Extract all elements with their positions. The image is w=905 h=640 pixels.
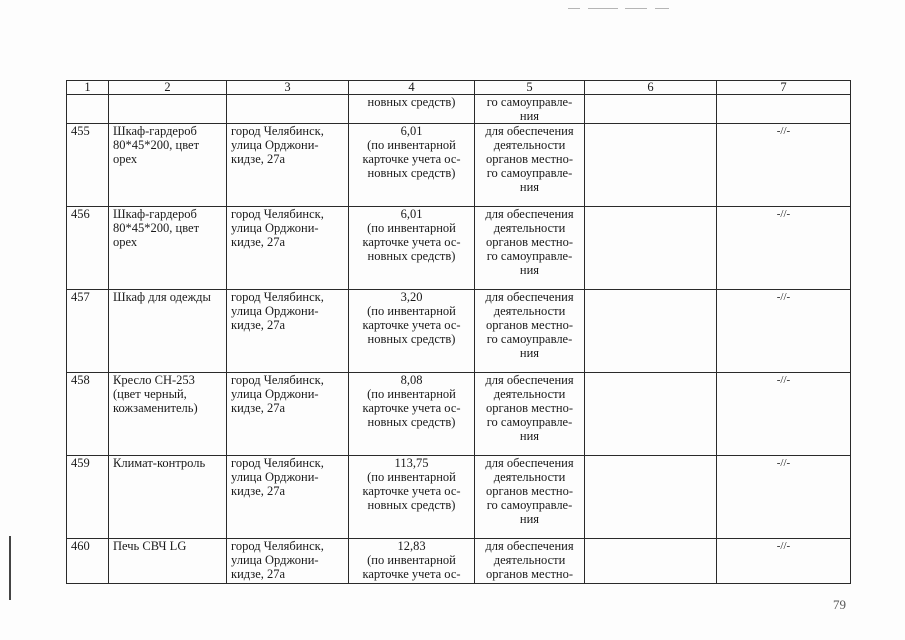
cell-col6 bbox=[585, 456, 717, 539]
cell-line: карточке учета ос- bbox=[362, 235, 461, 249]
cell-line: деятельности bbox=[493, 138, 566, 152]
cell-line: кидзе, 27а bbox=[231, 567, 286, 581]
cell-line: улица Орджони- bbox=[231, 387, 319, 401]
cell-line: кидзе, 27а bbox=[231, 401, 286, 415]
continuation-row bbox=[67, 95, 851, 124]
cell-col7: -//- bbox=[717, 539, 851, 584]
cell-line: го самоуправле- bbox=[486, 498, 573, 512]
cell-address bbox=[227, 456, 349, 539]
cell-line: го самоуправле- bbox=[486, 95, 573, 109]
cell-line: (по инвентарной bbox=[367, 221, 456, 235]
cell-line: ния bbox=[519, 346, 540, 360]
cell-line: карточке учета ос- bbox=[362, 318, 461, 332]
cell-line: ния bbox=[519, 180, 540, 194]
cell-purpose bbox=[475, 290, 585, 373]
cell-line: 80*45*200, цвет bbox=[113, 138, 200, 152]
cell-line: деятельности bbox=[493, 304, 566, 318]
cell-line: улица Орджони- bbox=[231, 553, 319, 567]
cell-name bbox=[109, 124, 227, 207]
cell-line: Печь СВЧ LG bbox=[113, 539, 187, 553]
cell-name bbox=[109, 95, 227, 124]
cell-line: улица Орджони- bbox=[231, 304, 319, 318]
cell-line: для обеспечения bbox=[485, 373, 574, 387]
cell-col6 bbox=[585, 207, 717, 290]
cell-line: улица Орджони- bbox=[231, 138, 319, 152]
scan-artifact bbox=[625, 8, 647, 9]
cell-line: (цвет черный, bbox=[113, 387, 187, 401]
cell-line: кидзе, 27а bbox=[231, 152, 286, 166]
cell-address bbox=[227, 290, 349, 373]
cell-name bbox=[109, 373, 227, 456]
cell-col6 bbox=[585, 124, 717, 207]
cell-col6 bbox=[585, 95, 717, 124]
cell-line: для обеспечения bbox=[485, 456, 574, 470]
cell-line: ния bbox=[519, 512, 540, 526]
cell-line: орех bbox=[113, 152, 138, 166]
cell-name bbox=[109, 207, 227, 290]
cell-line: город Челябинск, bbox=[231, 207, 324, 221]
cell-purpose bbox=[475, 124, 585, 207]
cell-line: ния bbox=[519, 263, 540, 277]
cell-line: деятельности bbox=[493, 553, 566, 567]
cell-line: Шкаф-гардероб bbox=[113, 207, 197, 221]
cell-line: 12,83 bbox=[397, 539, 426, 553]
table-row bbox=[67, 373, 851, 456]
page-number: 79 bbox=[833, 597, 846, 612]
cell-value bbox=[349, 290, 475, 373]
cell-line: 6,01 bbox=[400, 124, 423, 138]
cell-address bbox=[227, 124, 349, 207]
header-cell: 1 bbox=[67, 81, 109, 95]
cell-line: Шкаф-гардероб bbox=[113, 124, 197, 138]
cell-line: Шкаф для одежды bbox=[113, 290, 211, 304]
header-cell: 7 bbox=[717, 81, 851, 95]
cell-line: (по инвентарной bbox=[367, 387, 456, 401]
cell-line: органов местно- bbox=[485, 401, 574, 415]
cell-line: (по инвентарной bbox=[367, 304, 456, 318]
cell-line: органов местно- bbox=[485, 484, 574, 498]
cell-value bbox=[349, 207, 475, 290]
cell-line: деятельности bbox=[493, 221, 566, 235]
cell-address bbox=[227, 539, 349, 584]
cell-value bbox=[349, 124, 475, 207]
cell-name bbox=[109, 456, 227, 539]
cell-line: 8,08 bbox=[400, 373, 423, 387]
cell-line: кожзаменитель) bbox=[113, 401, 198, 415]
cell-line: город Челябинск, bbox=[231, 290, 324, 304]
cell-line: новных средств) bbox=[367, 166, 456, 180]
cell-value bbox=[349, 539, 475, 584]
cell-line: улица Орджони- bbox=[231, 470, 319, 484]
scan-artifact bbox=[588, 8, 618, 9]
cell-num: 456 bbox=[67, 207, 109, 290]
cell-line: карточке учета ос- bbox=[362, 567, 461, 581]
cell-line: для обеспечения bbox=[485, 207, 574, 221]
cell-line: органов местно- bbox=[485, 318, 574, 332]
cell-value bbox=[349, 373, 475, 456]
header-cell: 3 bbox=[227, 81, 349, 95]
cell-line: Кресло СН-253 bbox=[113, 373, 195, 387]
scan-artifact bbox=[655, 8, 669, 9]
inventory-table bbox=[66, 80, 851, 584]
cell-line: ния bbox=[519, 109, 540, 123]
cell-line: кидзе, 27а bbox=[231, 235, 286, 249]
cell-line: кидзе, 27а bbox=[231, 484, 286, 498]
header-row bbox=[67, 81, 851, 95]
table-row bbox=[67, 456, 851, 539]
cell-line: для обеспечения bbox=[485, 124, 574, 138]
cell-line: (по инвентарной bbox=[367, 138, 456, 152]
cell-line: новных средств) bbox=[367, 415, 456, 429]
cell-purpose bbox=[475, 456, 585, 539]
header-cell: 6 bbox=[585, 81, 717, 95]
cell-line: карточке учета ос- bbox=[362, 152, 461, 166]
table-row bbox=[67, 290, 851, 373]
header-cell: 2 bbox=[109, 81, 227, 95]
cell-line: новных средств) bbox=[367, 498, 456, 512]
cell-line: (по инвентарной bbox=[367, 553, 456, 567]
cell-line: город Челябинск, bbox=[231, 539, 324, 553]
table-row bbox=[67, 207, 851, 290]
cell-value bbox=[349, 95, 475, 124]
cell-address bbox=[227, 373, 349, 456]
cell-line: 6,01 bbox=[400, 207, 423, 221]
cell-line: новных средств) bbox=[367, 95, 456, 109]
cell-line: (по инвентарной bbox=[367, 470, 456, 484]
cell-num: 460 bbox=[67, 539, 109, 584]
cell-name bbox=[109, 290, 227, 373]
cell-col7: -//- bbox=[717, 290, 851, 373]
cell-purpose bbox=[475, 207, 585, 290]
cell-num: 455 bbox=[67, 124, 109, 207]
cell-num: 458 bbox=[67, 373, 109, 456]
cell-address bbox=[227, 207, 349, 290]
cell-line: Климат-контроль bbox=[113, 456, 206, 470]
cell-line: го самоуправле- bbox=[486, 415, 573, 429]
cell-col7 bbox=[717, 95, 851, 124]
cell-value bbox=[349, 456, 475, 539]
cell-line: улица Орджони- bbox=[231, 221, 319, 235]
scan-artifact bbox=[568, 8, 580, 9]
cell-num: 459 bbox=[67, 456, 109, 539]
cell-address bbox=[227, 95, 349, 124]
cell-line: ния bbox=[519, 429, 540, 443]
cell-line: го самоуправле- bbox=[486, 249, 573, 263]
scan-artifact bbox=[9, 536, 11, 600]
cell-line: для обеспечения bbox=[485, 539, 574, 553]
cell-line: 3,20 bbox=[400, 290, 423, 304]
cell-purpose bbox=[475, 373, 585, 456]
cell-col7: -//- bbox=[717, 124, 851, 207]
table-body bbox=[67, 81, 851, 584]
cell-num bbox=[67, 95, 109, 124]
cell-line: карточке учета ос- bbox=[362, 484, 461, 498]
cell-line: го самоуправле- bbox=[486, 166, 573, 180]
cell-col7: -//- bbox=[717, 456, 851, 539]
cell-line: новных средств) bbox=[367, 249, 456, 263]
cell-line: органов местно- bbox=[485, 152, 574, 166]
cell-line: деятельности bbox=[493, 470, 566, 484]
cell-purpose bbox=[475, 95, 585, 124]
cell-line: новных средств) bbox=[367, 332, 456, 346]
cell-line: 80*45*200, цвет bbox=[113, 221, 200, 235]
header-cell: 5 bbox=[475, 81, 585, 95]
table-row bbox=[67, 124, 851, 207]
cell-line: деятельности bbox=[493, 387, 566, 401]
cell-col6 bbox=[585, 373, 717, 456]
cell-col7: -//- bbox=[717, 207, 851, 290]
cell-line: органов местно- bbox=[485, 235, 574, 249]
cell-line: карточке учета ос- bbox=[362, 401, 461, 415]
cell-name bbox=[109, 539, 227, 584]
table-row bbox=[67, 539, 851, 584]
cell-line: кидзе, 27а bbox=[231, 318, 286, 332]
cell-line: город Челябинск, bbox=[231, 373, 324, 387]
cell-line: органов местно- bbox=[485, 567, 574, 581]
cell-col6 bbox=[585, 290, 717, 373]
cell-line: го самоуправле- bbox=[486, 332, 573, 346]
header-cell: 4 bbox=[349, 81, 475, 95]
cell-line: город Челябинск, bbox=[231, 124, 324, 138]
cell-num: 457 bbox=[67, 290, 109, 373]
cell-line: для обеспечения bbox=[485, 290, 574, 304]
cell-col6 bbox=[585, 539, 717, 584]
cell-col7: -//- bbox=[717, 373, 851, 456]
cell-line: 113,75 bbox=[394, 456, 429, 470]
cell-line: орех bbox=[113, 235, 138, 249]
cell-purpose bbox=[475, 539, 585, 584]
cell-line: город Челябинск, bbox=[231, 456, 324, 470]
